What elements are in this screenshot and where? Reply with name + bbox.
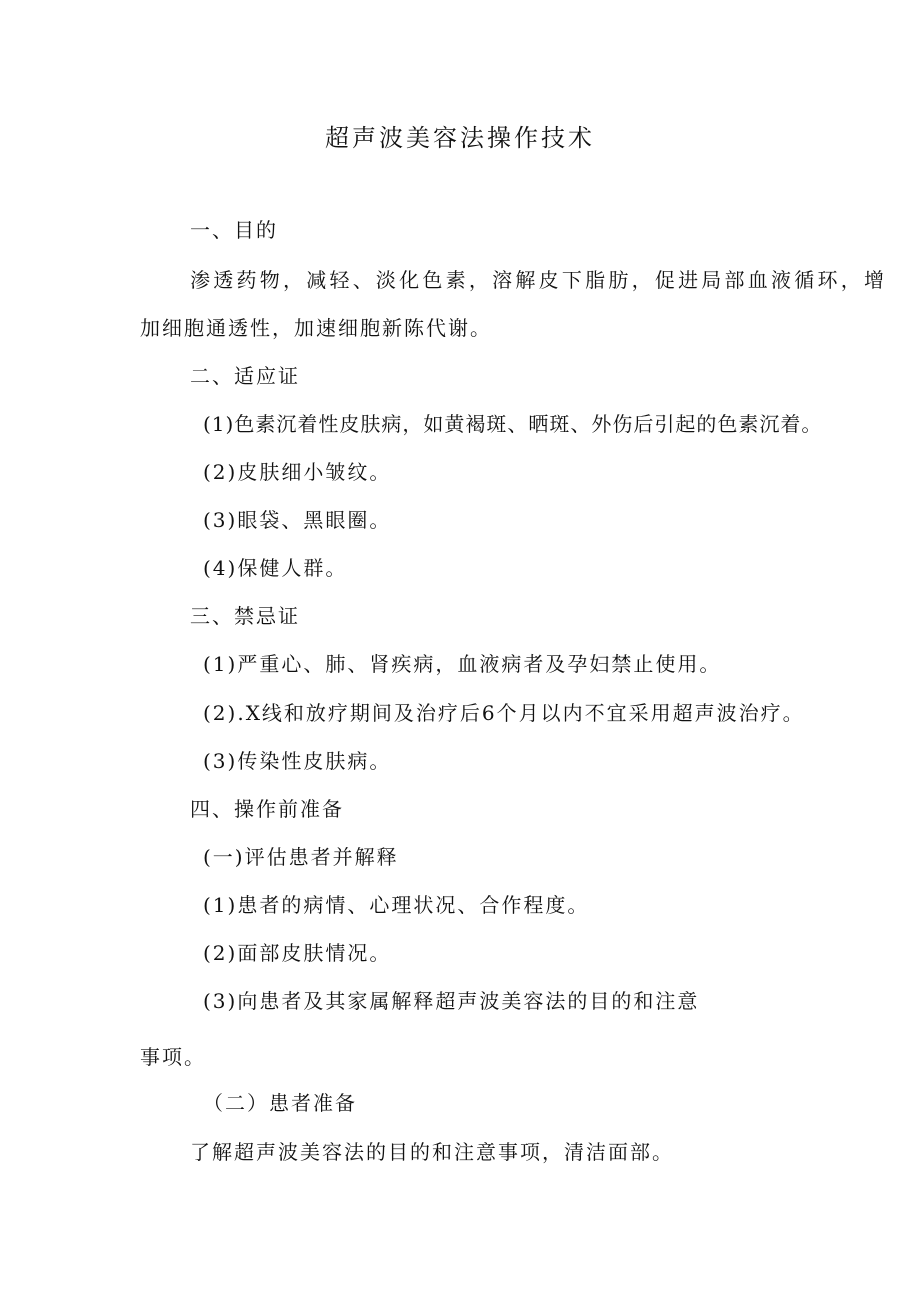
patient-preparation-text: 了解超声波美容法的目的和注意事项，清洁面部。	[190, 1140, 674, 1164]
purpose-text-line-1: 渗透药物，减轻、淡化色素，溶解皮下脂肪，促进局部血液循环，增	[190, 268, 886, 292]
indication-item-4: (4)保健人群。	[203, 556, 348, 580]
section-heading-preparation: 四、操作前准备	[190, 797, 344, 821]
contraindication-item-3: (3)传染性皮肤病。	[203, 749, 392, 773]
contraindication-item-1: (1)严重心、肺、肾疾病，血液病者及孕妇禁止使用。	[203, 652, 722, 676]
assessment-item-3: (3)向患者及其家属解释超声波美容法的目的和注意	[203, 989, 700, 1013]
indication-item-1: (1)色素沉着性皮肤病，如黄褐斑、晒斑、外伤后引起的色素沉着。	[203, 412, 823, 436]
assessment-item-3-continuation: 事项。	[140, 1045, 206, 1069]
section-heading-purpose: 一、目的	[190, 218, 278, 242]
subsection-heading-assessment: (一)评估患者并解释	[203, 845, 399, 869]
indication-item-2: (2)皮肤细小皱纹。	[203, 460, 392, 484]
section-heading-indications: 二、适应证	[190, 364, 300, 388]
contraindication-item-2: (2).X线和放疗期间及治疗后6个月以内不宜采用超声波治疗。	[203, 701, 805, 725]
document-title: 超声波美容法操作技术	[325, 124, 595, 152]
purpose-text-line-2: 加细胞通透性，加速细胞新陈代谢。	[140, 316, 492, 340]
subsection-heading-patient-preparation: （二）患者准备	[203, 1091, 357, 1115]
section-heading-contraindications: 三、禁忌证	[190, 604, 300, 628]
assessment-item-2: (2)面部皮肤情况。	[203, 941, 392, 965]
indication-item-3: (3)眼袋、黑眼圈。	[203, 508, 392, 532]
assessment-item-1: (1)患者的病情、心理状况、合作程度。	[203, 893, 590, 917]
